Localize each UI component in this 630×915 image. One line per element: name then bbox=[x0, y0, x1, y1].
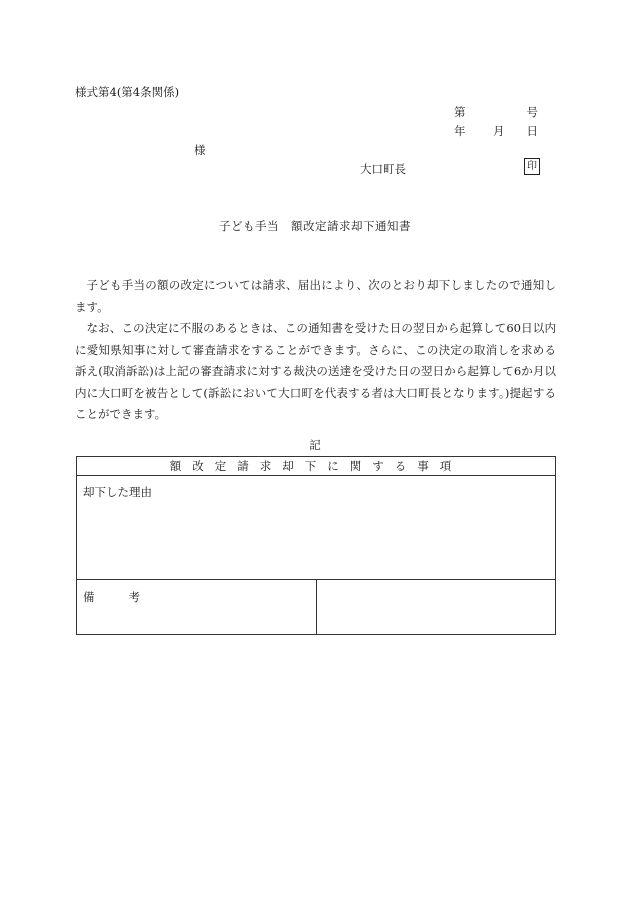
reason-label: 却下した理由 bbox=[83, 485, 152, 499]
table-header: 額改定請求却下に関する事項 bbox=[77, 457, 556, 476]
date-year: 年 bbox=[454, 124, 466, 138]
document-title: 子ども手当 額改定請求却下通知書 bbox=[219, 219, 411, 233]
date-day: 日 bbox=[526, 124, 538, 138]
remarks-value-cell bbox=[316, 580, 556, 635]
seal-stamp: 印 bbox=[524, 158, 540, 175]
remarks-label-cell bbox=[77, 580, 317, 635]
addressee: 様 bbox=[194, 143, 206, 157]
reason-cell bbox=[77, 476, 556, 580]
issuer: 大口町長 bbox=[360, 162, 406, 176]
details-table bbox=[76, 456, 556, 635]
notice-paragraph: 子ども手当の額の改定については請求、届出により、次のとおり却下しましたので通知します。 bbox=[75, 278, 556, 314]
appeal-paragraph: なお、この決定に不服のあるときは、この通知書を受けた日の翌日から起算して60日以内に愛知県知事に対して審査請求をすることができます。さらに、この決定の取消しを求める訴え(取消訴訟)は上記の審査請求に対する裁決の送達を受けた日の翌日から起算して6か月以内に大口町を被告として(訴訟において大口町を代表する者は大口町長となります。)提起することができます。 bbox=[75, 321, 556, 421]
document-number-prefix: 第 bbox=[454, 105, 466, 119]
document-number-suffix: 号 bbox=[526, 105, 538, 119]
ki-heading: 記 bbox=[309, 438, 321, 452]
remarks-label: 備考 bbox=[83, 590, 174, 604]
date-month: 月 bbox=[493, 124, 505, 138]
form-number: 様式第4(第4条関係) bbox=[75, 85, 180, 99]
